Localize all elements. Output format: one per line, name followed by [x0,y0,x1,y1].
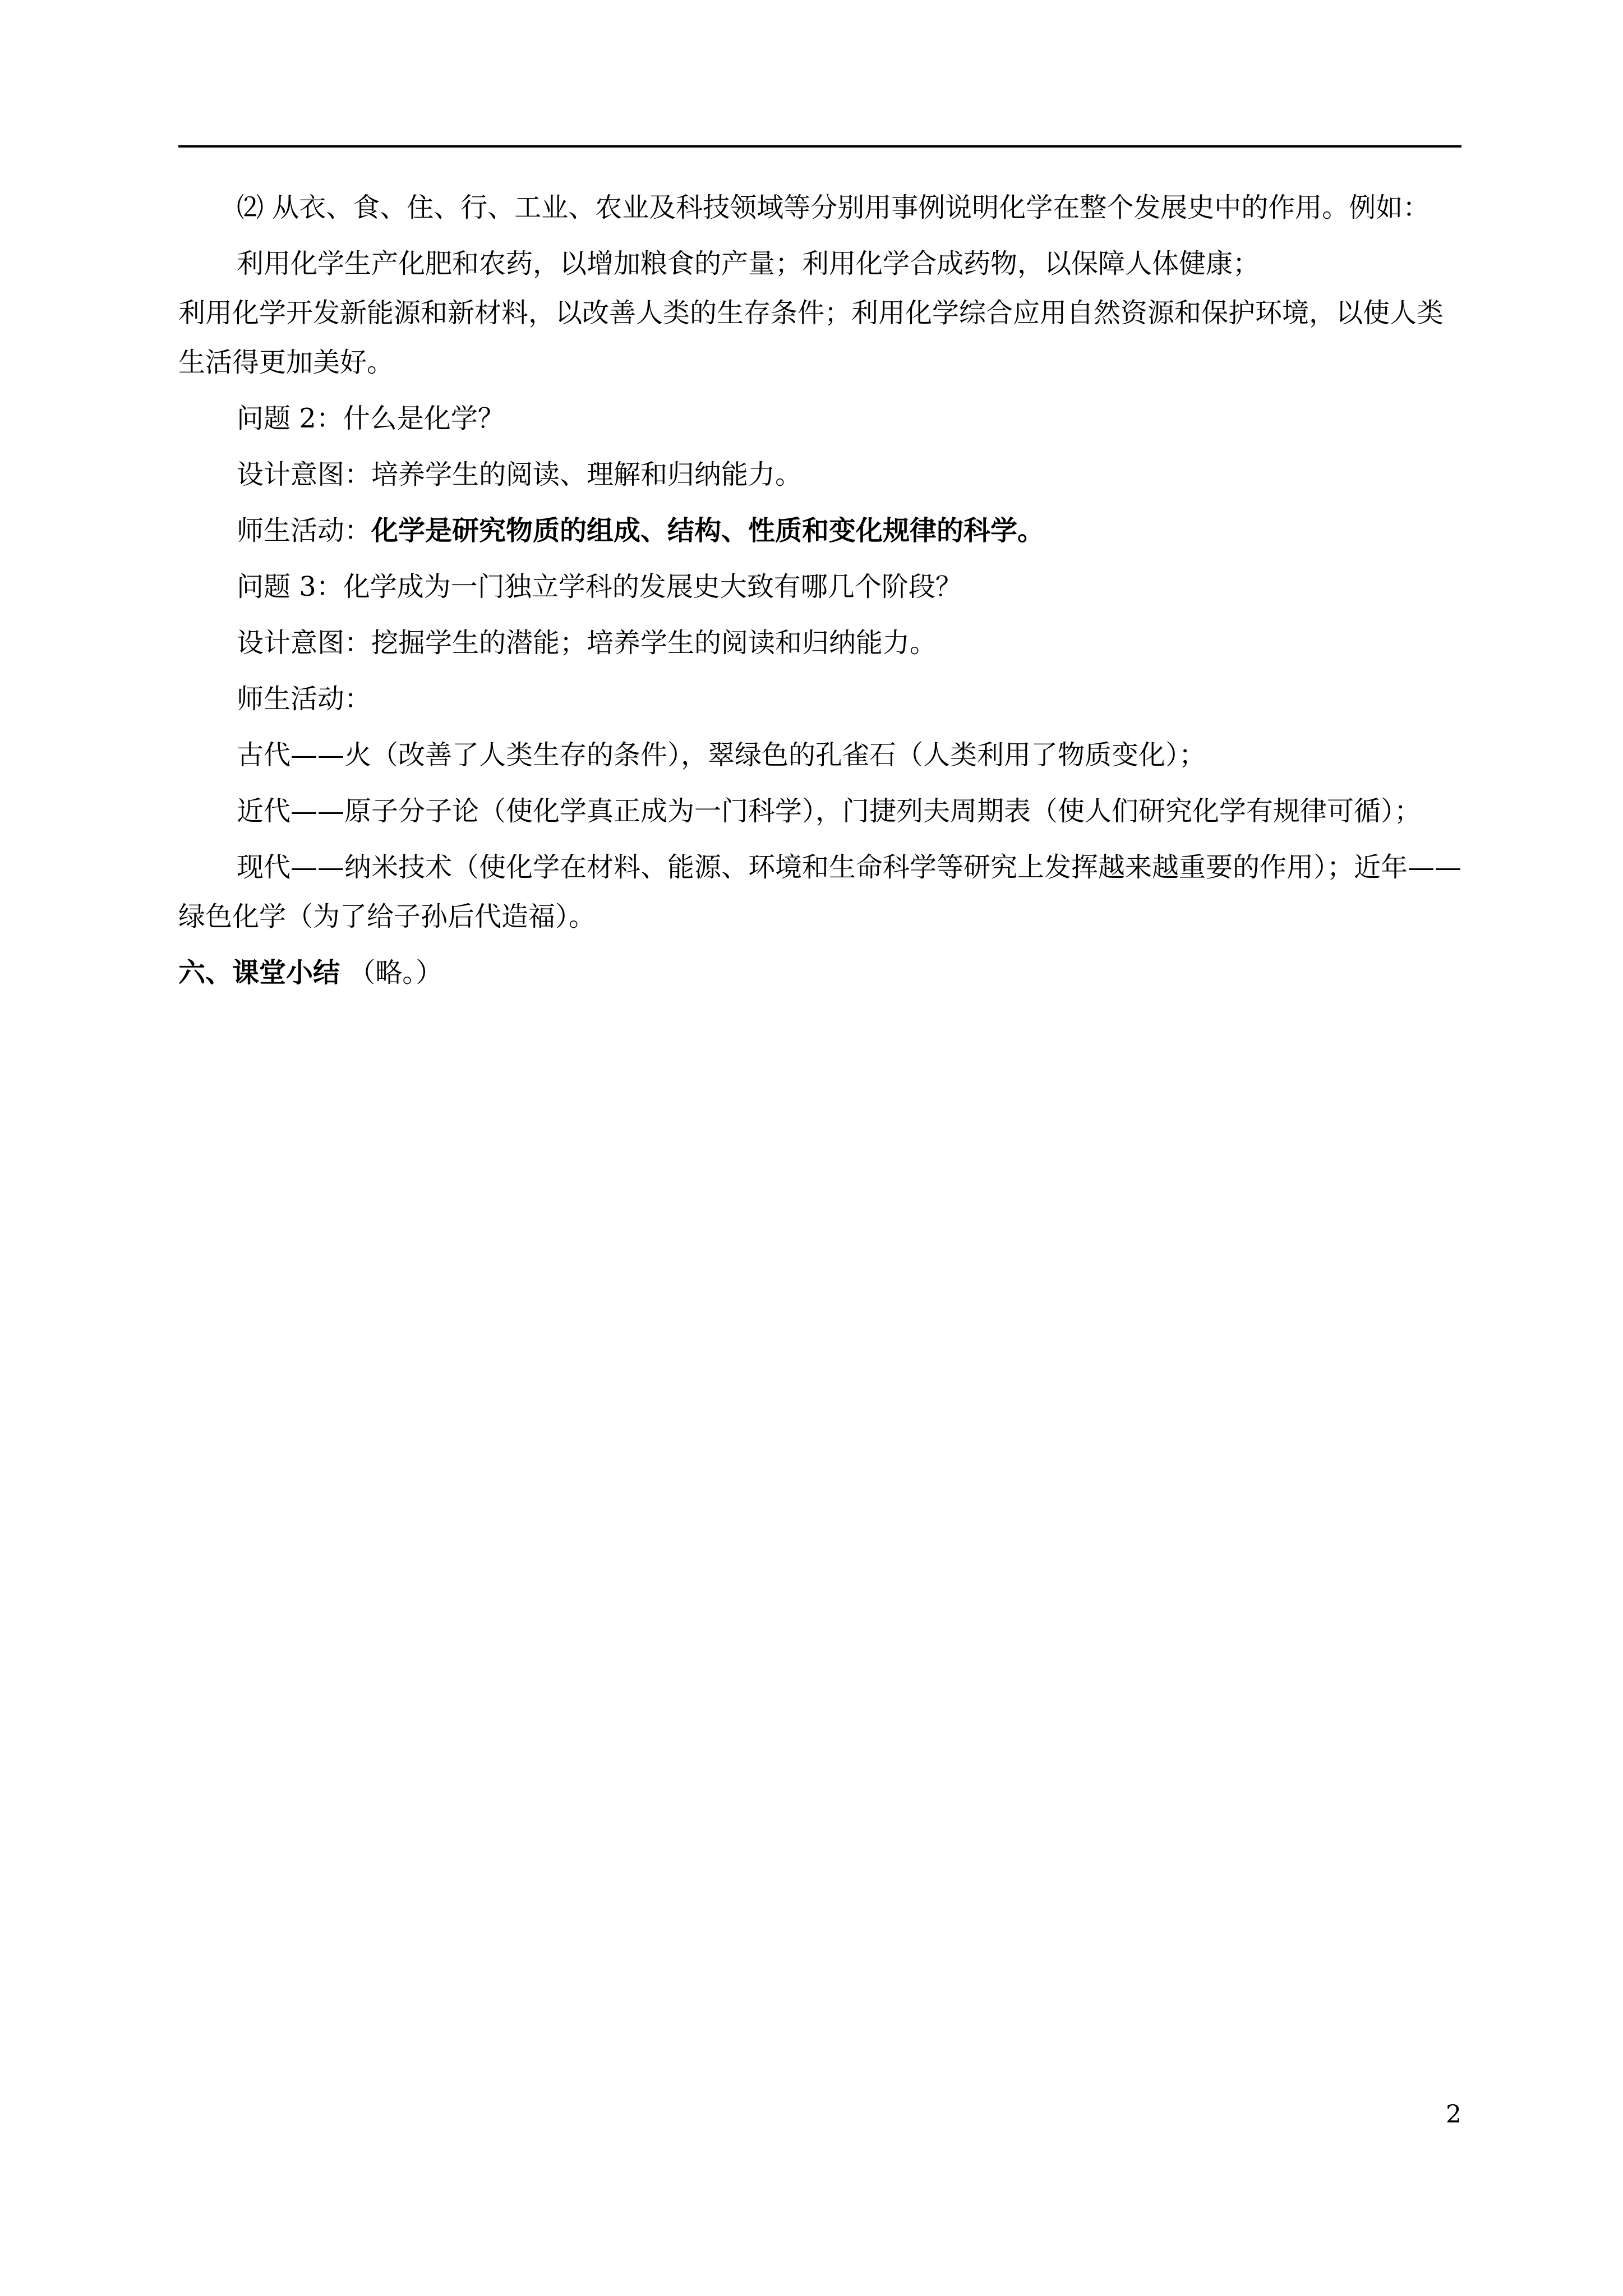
paragraph-energy-materials: 利用化学开发新能源和新材料，以改善人类的生存条件；利用化学综合应用自然资源和保护环境，以使人类生活得更加美好。 [178,297,1444,378]
teacher-student-activity-2: 师生活动： [237,683,372,715]
teacher-student-activity-1 [178,506,1461,555]
item-marker: ⑵ [237,192,264,223]
history-contemporary: 现代——纳米技术（使化学在材料、能源、环境和生命科学等研究上发挥越来越重要的作用）；近年——绿色化学（为了给子孙后代造福）。 [178,852,1462,932]
document-body [178,183,1461,997]
chemistry-definition: 化学是研究物质的组成、结构、性质和变化规律的科学。 [371,515,1045,546]
section-heading: 六、课堂小结 [178,957,340,988]
section-note: （略。） [348,957,443,988]
header-rule [178,145,1461,148]
history-ancient: 古代——火（改善了人类生存的条件），翠绿色的孔雀石（人类利用了物质变化）； [237,739,1206,771]
section-summary [178,948,1461,997]
paragraph-text: 从衣、食、住、行、工业、农业及科技领域等分别用事例说明化学在整个发展史中的作用。例如： [272,192,1430,223]
paragraph-role-of-chemistry [178,183,1461,232]
activity-label: 师生活动： [237,515,372,546]
design-intent-1: 设计意图：培养学生的阅读、理解和归纳能力。 [237,459,803,490]
history-early-modern: 近代——原子分子论（使化学真正成为一门科学），门捷列夫周期表（使人们研究化学有规律可循）； [237,795,1422,827]
design-intent-2: 设计意图：挖掘学生的潜能；培养学生的阅读和归纳能力。 [237,627,937,659]
paragraph-fertilizer-medicine: 利用化学生产化肥和农药，以增加粮食的产量；利用化学合成药物，以保障人体健康； [237,248,1260,279]
page-number: 2 [1446,2100,1461,2129]
question-2: 问题 2：什么是化学？ [237,403,505,434]
question-3: 问题 3：化学成为一门独立学科的发展史大致有哪几个阶段？ [237,571,962,602]
